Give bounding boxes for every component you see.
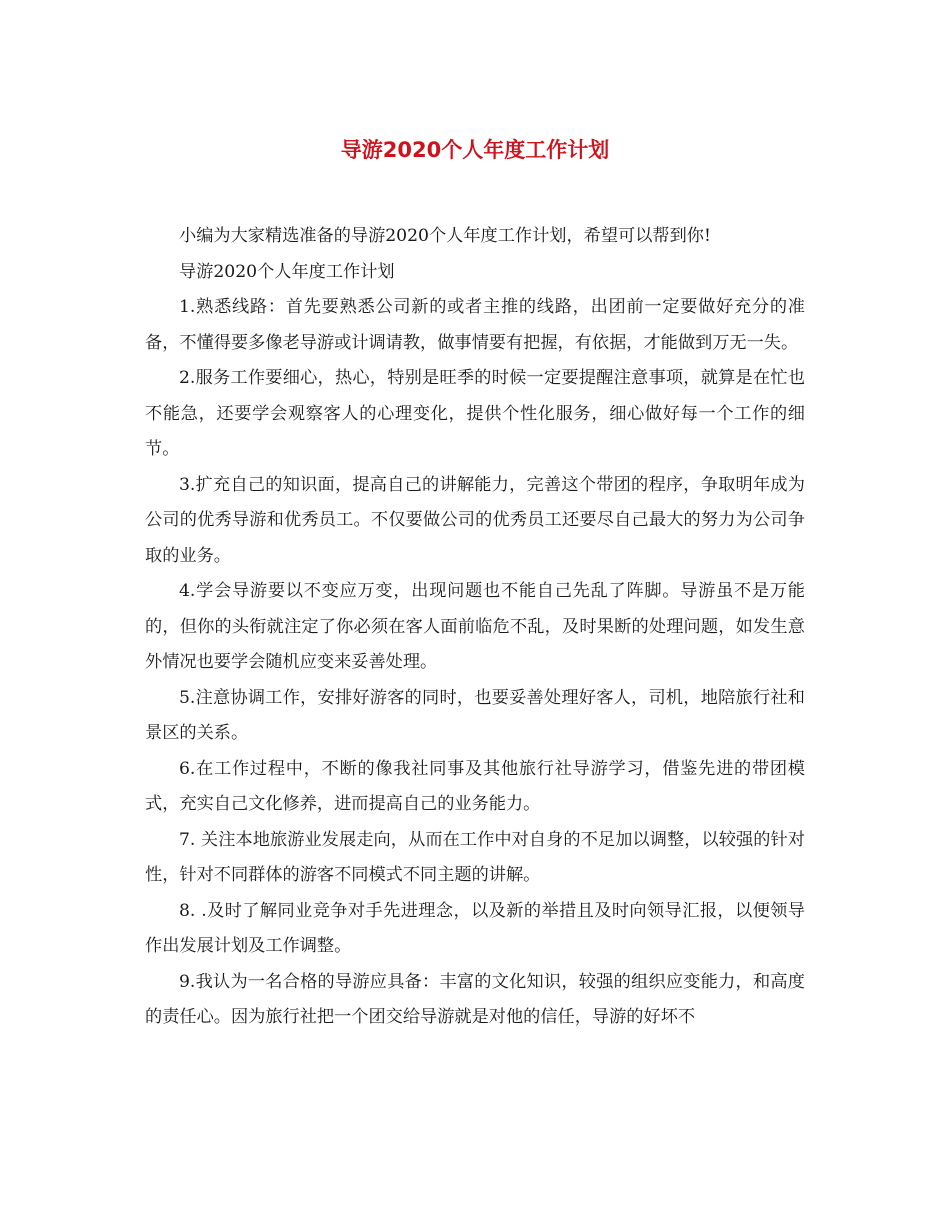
document-body	[145, 219, 805, 1036]
paragraph-subtitle: 导游2020个人年度工作计划	[179, 261, 395, 282]
paragraph-item-9: 9.我认为一名合格的导游应具备：丰富的文化知识，较强的组织应变能力，和高度的责任心。因为旅行社把一个团交给导游就是对他的信任，导游的好坏不	[145, 971, 805, 1027]
paragraph-item-8: 8. .及时了解同业竞争对手先进理念，以及新的举措且及时向领导汇报，以便领导作出发展计划及工作调整。	[145, 900, 805, 956]
paragraph-item-2: 2.服务工作要细心，热心，特别是旺季的时候一定要提醒注意事项，就算是在忙也不能急，还要学会观察客人的心理变化，提供个性化服务，细心做好每一个工作的细节。	[145, 368, 805, 459]
paragraph-intro: 小编为大家精选准备的导游2020个人年度工作计划，希望可以帮到你!	[179, 226, 711, 246]
paragraph-item-7: 7. 关注本地旅游业发展走向，从而在工作中对自身的不足加以调整，以较强的针对性，针对不同群体的游客不同模式不同主题的讲解。	[145, 829, 805, 885]
paragraph-item-4: 4.学会导游要以不变应万变，出现问题也不能自己先乱了阵脚。导游虽不是万能的，但你的头衔就注定了你必须在客人面前临危不乱，及时果断的处理问题，如发生意外情况也要学会随机应变来妥善处理。	[145, 581, 805, 672]
document-title: 导游2020个人年度工作计划	[340, 138, 610, 162]
paragraph-item-5: 5.注意协调工作，安排好游客的同时，也要妥善处理好客人，司机，地陪旅行社和景区的关系。	[145, 687, 805, 743]
paragraph-item-1: 1.熟悉线路：首先要熟悉公司新的或者主推的线路，出团前一定要做好充分的准备，不懂得要多像老导游或计调请教，做事情要有把握，有依据，才能做到万无一失。	[145, 297, 805, 353]
paragraph-item-3: 3.扩充自己的知识面，提高自己的讲解能力，完善这个带团的程序，争取明年成为公司的优秀导游和优秀员工。不仅要做公司的优秀员工还要尽自己最大的努力为公司争取的业务。	[145, 474, 805, 566]
paragraph-item-6: 6.在工作过程中，不断的像我社同事及其他旅行社导游学习，借鉴先进的带团模式，充实自己文化修养，进而提高自己的业务能力。	[145, 758, 805, 814]
